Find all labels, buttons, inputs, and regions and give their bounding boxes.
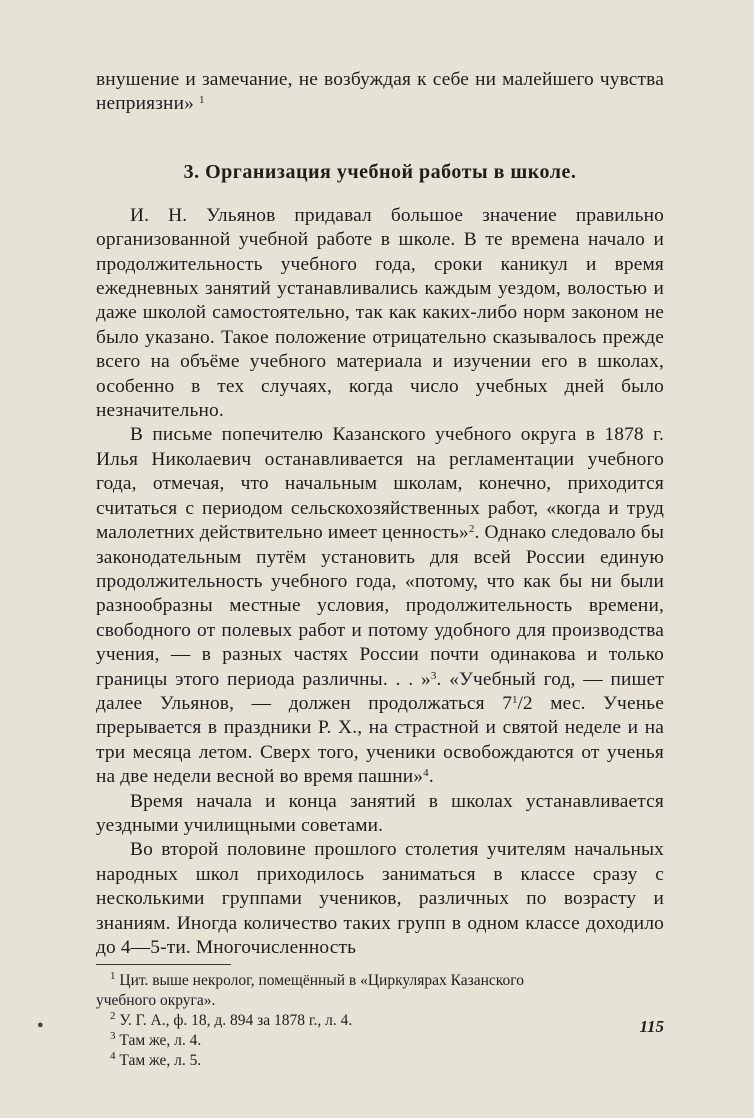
paragraph-2-text-c: . «Учебный год, — пишет далее Ульянов, — должен продолжаться 7 [96,668,664,714]
footnote-1-continued [96,991,664,1011]
paragraph-1: И. Н. Ульянов придавал большое значение правильно организованной учебной работе в школе. В те времена начало и продолжительность учебного года, сроки каникул и время ежедневных занятий устанавливались каждым уездом, волостью и даже школой самостоятельно, так как каких-либо норм законом не было указано. Такое положение отрицательно сказывалось прежде всего на объёме учебного материала и изучении его в школах, особенно в тех случаях, когда число учебных дней было незначительно. [96,204,664,422]
fraction-denominator: /2 [517,692,533,714]
paragraph-2-text-b: . Однако следовало бы законодательным путём установить для всей России единую продолжительность учебного года, «потому, что как бы ни были разнообразны местные условия, продолжительность времени, свободного от полевых работ и потому удобного для производства учения, — в разных частях России почти одинакова и только границы этого периода различны. . . » [96,522,664,690]
footnote-1-number: 1 [110,970,116,983]
footnote-ref-2: 2 [468,523,475,536]
footnote-1 [96,971,664,991]
paragraph-2-text-a: В письме попечителю Казанского учебного округа в 1878 г. Илья Николаевич останавливается на регламентации учебного года, отмечая, что начальным школам, конечно, приходится считаться с периодом сельскохозяйственных работ, «когда и труд малолетних действительно имеет ценность» [96,424,664,544]
footnote-ref-3: 3 [430,669,437,682]
paragraph-2 [96,423,664,789]
continuation-paragraph [96,68,664,117]
footnote-4-text: Там же, л. 5. [119,1052,202,1070]
footnotes [96,971,664,1071]
paragraph-2-text-e: . [428,766,434,788]
footnote-3 [96,1031,664,1051]
footnote-1-text-line-2: учебного округа». [96,992,216,1010]
continuation-line-2: чувства неприязни» [96,69,664,115]
footnote-divider [96,964,231,965]
printer-mark: ● [37,1019,44,1031]
page-number: 115 [639,1017,664,1036]
footnote-2-text: У. Г. А., ф. 18, д. 894 за 1878 г., л. 4. [119,1012,353,1030]
footnote-4 [96,1051,664,1071]
paragraph-3: Время начала и конца занятий в школах устанавливается уездными училищными советами. [96,790,664,836]
footnote-2 [96,1011,664,1031]
footnote-3-text: Там же, л. 4. [119,1032,202,1050]
fraction-numerator: 1 [512,693,518,706]
footnote-ref-1: 1 [198,94,205,107]
footnote-1-text-line-1: Цит. выше некролог, помещённый в «Циркулярах Казанского [119,972,525,990]
paragraph-4: Во второй половине прошлого столетия учителям начальных народных школ приходилось заниматься в классе сразу с несколькими группами учеников, различных по возрасту и знаниям. Иногда количество таких групп в одном классе доходило до 4—5-ти. Многочисленность [96,839,664,958]
footnote-ref-4: 4 [423,767,429,780]
continuation-line-1: внушение и замечание, не возбуждая к себе ни малейшего [96,69,594,90]
section-heading: 3. Организация учебной работы в школе. [183,160,577,183]
fraction-half [512,693,533,714]
paragraph-2-text-d: мес. Ученье прерывается в праздники Р. Х., на страстной и святой неделе и на три месяца летом. Сверх того, ученики освобождаются от ученья на две недели весной во время пашни» [96,692,664,788]
footnote-3-number: 3 [110,1030,116,1043]
footnote-2-number: 2 [110,1010,116,1023]
footnote-4-number: 4 [110,1050,116,1063]
